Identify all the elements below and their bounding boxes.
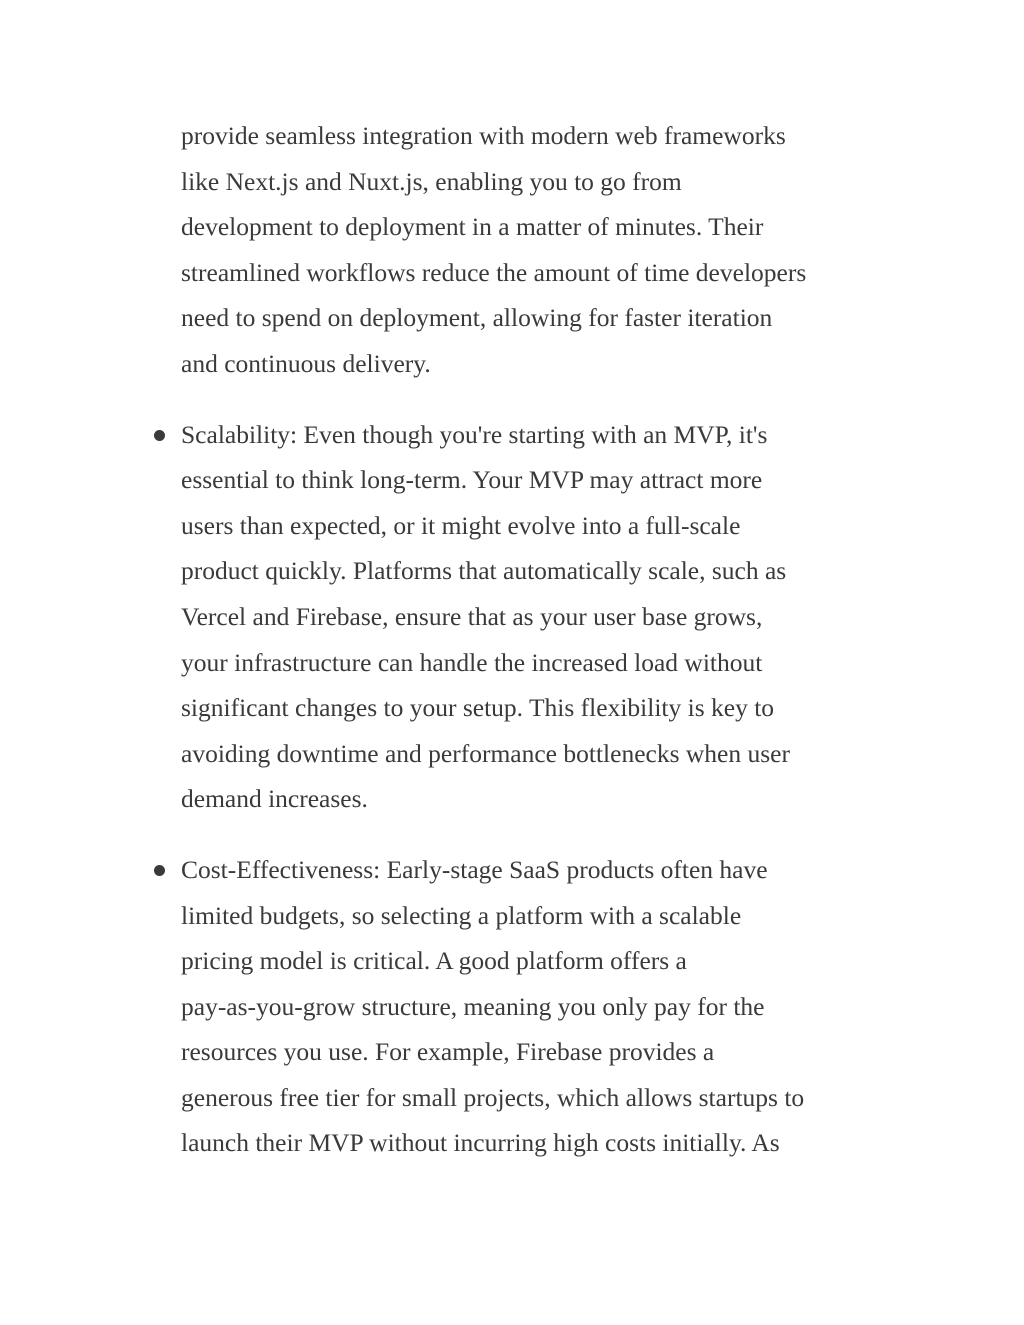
bullet-text-cost-effectiveness: Cost-Effectiveness: Early-stage SaaS products often have limited budgets, so selecting a platform with a scalable pricing model is critical. A good platform offers a pay-as-you-grow structure, meaning you only pay for the resources you use. For example, Firebase provides a generous free tier for small projects, which allows startups to launch their MVP without incurring high costs initially. As (181, 854, 805, 1158)
bullet-list (181, 412, 921, 1167)
bullet-dot-icon (154, 430, 165, 441)
document-body (181, 113, 921, 1191)
bullet-text-scalability: Scalability: Even though you're starting with an MVP, it's essential to think long-term. Your MVP may attract more users than expected, or it might evolve into a full-scale product quickly. Platforms that automatically scale, such as Vercel and Firebase, ensure that as your user base grows, your infrastructure can handle the increased load without significant changes to your setup. This flexibility is key to avoiding downtime and performance bottlenecks when user demand increases. (181, 419, 790, 814)
bullet-item-scalability (181, 412, 921, 822)
bullet-item-cost-effectiveness (181, 847, 921, 1166)
continuation-paragraph: provide seamless integration with modern web frameworks like Next.js and Nuxt.js, enabling you to go from development to deployment in a matter of minutes. Their streamlined workflows reduce the amount of time developers need to spend on deployment, allowing for faster iteration and continuous delivery. (181, 121, 807, 378)
bullet-dot-icon (154, 865, 165, 876)
